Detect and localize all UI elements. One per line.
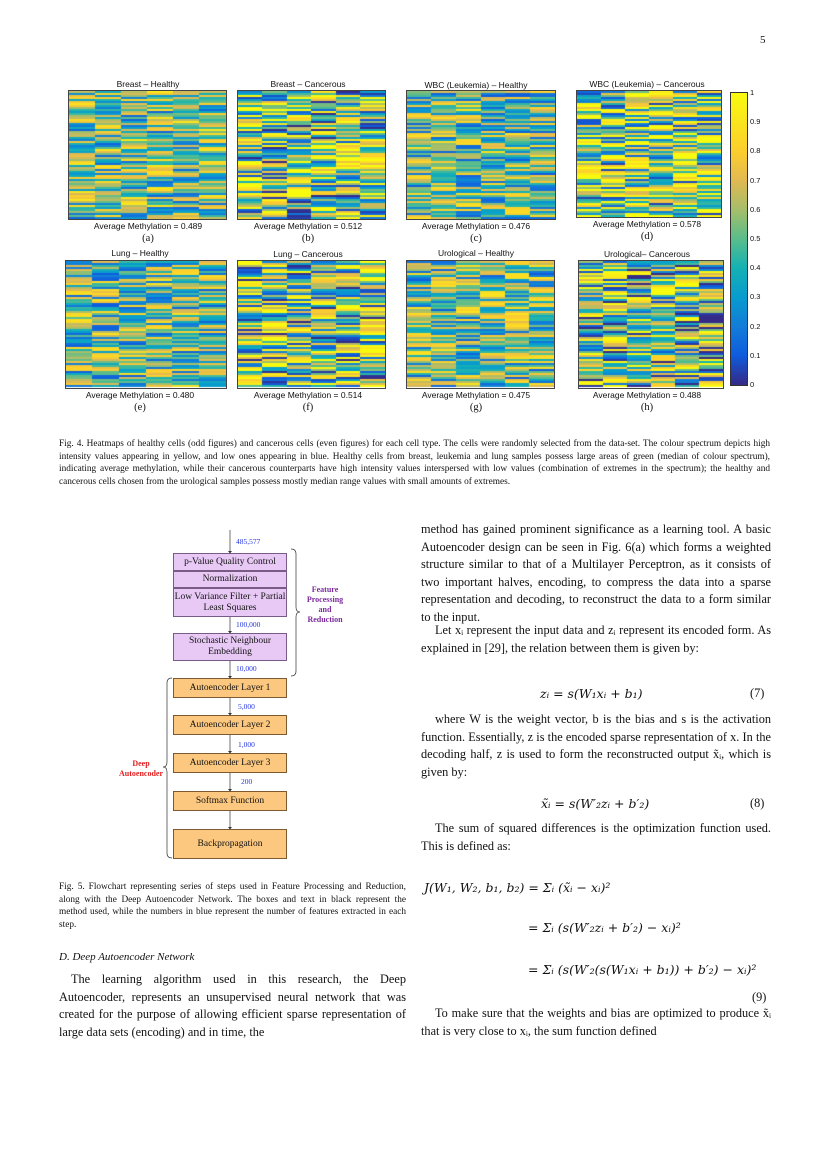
box-ae-layer-2: Autoencoder Layer 2 xyxy=(173,715,287,735)
colorbar-tick-label: 0.2 xyxy=(750,321,761,331)
heatmap-title: Lung – Cancerous xyxy=(273,249,343,259)
count-10k: 10,000 xyxy=(236,664,257,673)
heatmap-average: Average Methylation = 0.488 xyxy=(592,390,702,400)
page-number: 5 xyxy=(760,34,766,46)
equation-9-line-2: = Σᵢ (s(W′₂zᵢ + b′₂) − xᵢ)² xyxy=(528,920,681,935)
right-paragraph-2: Let xᵢ represent the input data and zᵢ represent its encoded form. As explained in [29], the relation between them is given by: xyxy=(421,623,771,655)
section-heading: D. Deep Autoencoder Network xyxy=(59,951,195,963)
heatmap-average: Average Methylation = 0.475 xyxy=(421,390,531,400)
deep-brace xyxy=(163,678,172,858)
heatmap-title: Breast – Healthy xyxy=(116,79,180,89)
right-paragraph-3: where W is the weight vector, b is the bias and s is the activation function. Essentially, z is the encoded sparse representation of x. In the decoding half, z is used to form the reconstructed output x̃ᵢ, which is given by: xyxy=(421,712,771,779)
heatmap-label: (g) xyxy=(469,402,483,413)
feature-group-label: Feature Processing and Reduction xyxy=(306,585,344,624)
box-ae-layer-1: Autoencoder Layer 1 xyxy=(173,678,287,698)
feature-brace xyxy=(291,549,300,676)
equation-7-number: (7) xyxy=(750,686,765,700)
heatmap-label: (d) xyxy=(640,231,654,242)
count-100k: 100,000 xyxy=(236,620,261,629)
heatmap-average: Average Methylation = 0.476 xyxy=(421,221,531,231)
heatmap-title: Lung – Healthy xyxy=(111,248,169,258)
figure-4-caption: Fig. 4. Heatmaps of healthy cells (odd figures) and cancerous cells (even figures) for each cell type. The cells were randomly selected from the data-set. The colour spectrum depicts high intensity values appearing in yellow, and low ones appearing in blue. Healthy cells from breast, leukemia and lung samples possess large areas of green (median of colour spectrum), indicating average methylation, while their cancerous counterparts have high intensity values interspersed with low values (combination of extremes in the spectrum); the healthy and cancerous cells chosen from the urological samples possess mostly median range values with small amounts of extremes. xyxy=(59,439,770,487)
count-1k: 1,000 xyxy=(238,740,255,749)
colorbar-tick-label: 0.8 xyxy=(750,146,761,156)
heatmap-label: (b) xyxy=(301,233,315,244)
right-paragraph-5: To make sure that the weights and bias are optimized to produce x̃ᵢ that is very close to xᵢ, the sum function defined xyxy=(421,1006,771,1038)
colorbar-tick-label: 0.3 xyxy=(750,292,761,302)
count-5k: 5,000 xyxy=(238,702,255,711)
heatmap-label: (f) xyxy=(302,402,314,413)
heatmap-average: Average Methylation = 0.480 xyxy=(85,390,195,400)
box-pvalue-qc: p-Value Quality Control xyxy=(173,553,287,571)
heatmap-label: (e) xyxy=(134,402,146,413)
heatmap-label: (c) xyxy=(470,233,482,244)
box-softmax: Softmax Function xyxy=(173,791,287,811)
count-input: 485,577 xyxy=(236,537,261,546)
colorbar-tick-label: 0.4 xyxy=(750,263,761,273)
equation-8: x̃ᵢ = s(W′₂zᵢ + b′₂) xyxy=(541,796,650,811)
heatmap-title: WBC (Leukemia) – Healthy xyxy=(424,80,528,90)
colorbar-tick-label: 0.9 xyxy=(750,117,761,127)
equation-7: zᵢ = s(W₁xᵢ + b₁) xyxy=(540,686,643,701)
colorbar-tick-label: 0.5 xyxy=(750,234,761,243)
box-ae-layer-3: Autoencoder Layer 3 xyxy=(173,753,287,773)
heatmap-average: Average Methylation = 0.489 xyxy=(93,221,203,231)
heatmap-average: Average Methylation = 0.512 xyxy=(253,221,363,231)
deep-group-label: Deep Autoencoder xyxy=(119,759,163,778)
colorbar-tick-label: 0.1 xyxy=(750,350,761,360)
colorbar-tick-label: 0.7 xyxy=(750,175,761,185)
colorbar-tick-label: 0.6 xyxy=(750,204,761,214)
colorbar-tick-label: 0 xyxy=(750,380,755,389)
box-backprop: Backpropagation xyxy=(173,829,287,859)
equation-9-line-1: J(W₁, W₂, b₁, b₂) = Σᵢ (x̃ᵢ − xᵢ)² xyxy=(424,880,611,895)
figure-5-caption: Fig. 5. Flowchart representing series of steps used in Feature Processing and Reduction, along with the Deep Autoencoder Network. The boxes and text in black represent the method used, while the numbers in blue represent the number of features extracted in each step. xyxy=(59,882,406,930)
equation-9-number: (9) xyxy=(752,990,767,1004)
heatmap-title: Urological – Healthy xyxy=(437,248,515,258)
equation-8-number: (8) xyxy=(750,796,765,810)
count-200: 200 xyxy=(241,777,253,786)
heatmap-title: Urological– Cancerous xyxy=(604,249,690,259)
heatmap-label: (h) xyxy=(640,402,654,413)
heatmap-average: Average Methylation = 0.514 xyxy=(253,390,363,400)
heatmap-label: (a) xyxy=(142,233,154,244)
right-paragraph-1: method has gained prominent significance as a learning tool. A basic Autoencoder design can be seen in Fig. 6(a) which forms a weighted structure similar to that of a Multilayer Perceptron, as it consists of two important halves, encoding, to compress the data into a sparse representation and decoding, to reconstruct the data to a form similar to the input. xyxy=(421,522,771,624)
heatmap-average: Average Methylation = 0.578 xyxy=(592,219,702,229)
equation-9-line-3: = Σᵢ (s(W′₂(s(W₁xᵢ + b₁)) + b′₂) − xᵢ)² xyxy=(528,962,757,977)
heatmap-title: Breast – Cancerous xyxy=(270,79,346,89)
right-paragraph-4: The sum of squared differences is the optimization function used. This is defined as: xyxy=(421,821,771,853)
heatmap-title: WBC (Leukemia) – Cancerous xyxy=(589,79,705,89)
left-paragraph: The learning algorithm used in this research, the Deep Autoencoder, represents an unsupervised neural network that was created for the purpose of allowing efficient sparse representation of large data sets (encoding) and in time, the xyxy=(59,972,406,1039)
box-sne: Stochastic Neighbour Embedding xyxy=(173,633,287,661)
colorbar-tick-label: 1 xyxy=(750,88,755,97)
box-low-variance-pls: Low Variance Filter + Partial Least Squares xyxy=(173,588,287,617)
box-normalization: Normalization xyxy=(173,571,287,588)
